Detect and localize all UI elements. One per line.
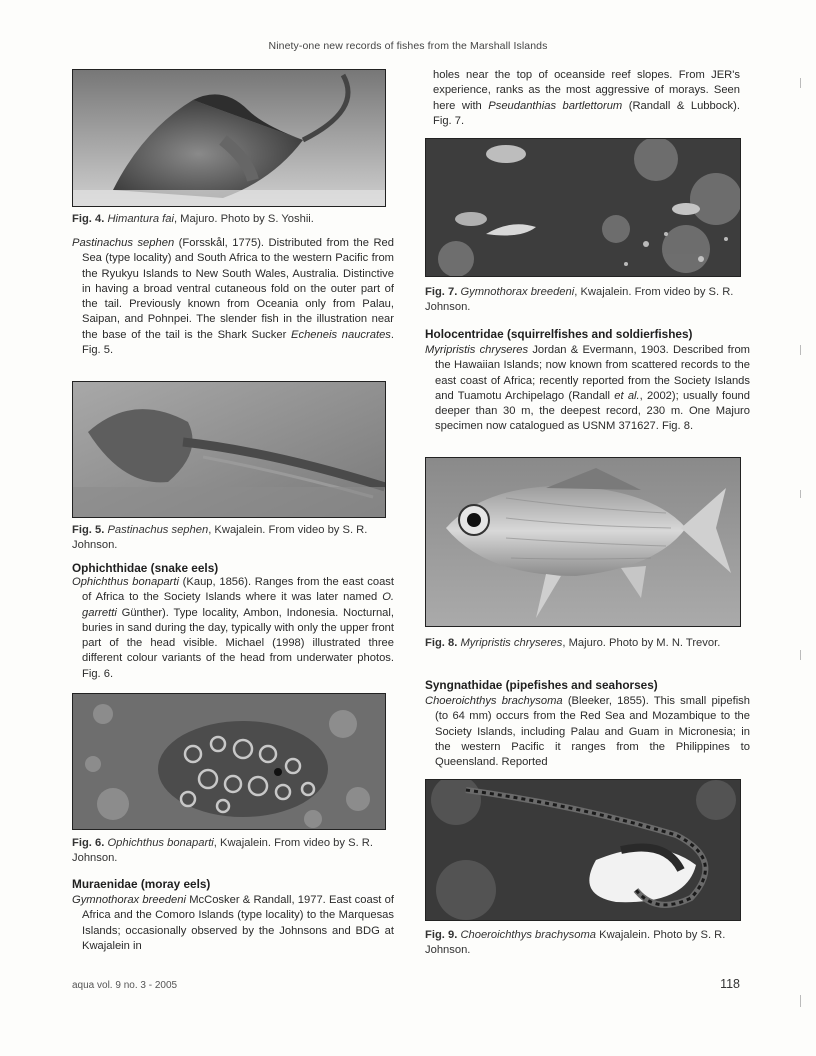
- caption-text: , Kwajalein. From video by S. R. Johnson.: [72, 837, 373, 865]
- species-name: Choeroichthys brachysoma: [425, 695, 563, 707]
- species-name: Myripristis chryseres: [460, 637, 563, 649]
- scan-mark: [800, 650, 801, 660]
- scan-mark: [800, 995, 801, 1007]
- species-name: Himantura fai: [107, 213, 174, 225]
- fig-label: Fig. 5.: [72, 524, 105, 536]
- paragraph-text: McCosker & Randall, 1977. East coast of Africa and the Comoro Islands (type locality) to the Marquesas Islands; occasionally observed by the Johnsons and BDG at Kwajalein in: [82, 894, 394, 952]
- paragraph-text: Jordan & Evermann, 1903. Described from the Hawaiian Islands; now known from scattered records to the east coast of Africa; recently reported from the Society Islands and Tuamotu Archipelago (Randall: [435, 344, 750, 402]
- figure-8-photo: [425, 457, 741, 627]
- heading-syngnathidae: Syngnathidae (pipefishes and seahorses): [425, 678, 658, 692]
- page-number: 118: [720, 977, 740, 991]
- fig-label: Fig. 8.: [425, 637, 458, 649]
- heading-muraenidae: Muraenidae (moray eels): [72, 877, 211, 891]
- figure-7-caption: [425, 285, 740, 316]
- species-name: Gymnothorax breedeni: [460, 286, 575, 298]
- species-name: Ophichthus bonaparti: [107, 837, 214, 849]
- figure-4-photo: [72, 69, 386, 207]
- paragraph-pastinachus: [72, 236, 394, 358]
- paragraph-text: Günther). Type locality, Ambon, Indonesia. Nocturnal, buries in sand during the day, typically with only the upper front part of the head visible. Michael (1998) illustrated three different colour variants of the head from underwater photos. Fig. 6.: [82, 606, 394, 680]
- caption-text: , Majuro. Photo by S. Yoshii.: [173, 213, 314, 225]
- scan-mark: [800, 78, 801, 88]
- figure-6-caption: [72, 836, 384, 867]
- caption-text: , Kwajalein. From video by S. R. Johnson.: [425, 286, 734, 314]
- species-name: Pastinachus sephen: [72, 237, 175, 249]
- species-name: Gymnothorax breedeni: [72, 894, 186, 906]
- paragraph-choeroichthys: [425, 694, 750, 770]
- paragraph-text: , 2002); usually found deeper than 30 m, the deepest record, 230 m. One Majuro specimen now catalogued as USNM 371627. Fig. 8.: [435, 389, 751, 433]
- figure-9-caption: [425, 928, 740, 959]
- running-head: Ninety-one new records of fishes from the Marshall Islands: [268, 40, 548, 52]
- heading-holocentridae: Holocentridae (squirrelfishes and soldierfishes): [425, 327, 693, 341]
- heading-ophichthidae: Ophichthidae (snake eels): [72, 561, 219, 575]
- figure-8-caption: [425, 636, 740, 651]
- etal: et al.: [614, 389, 640, 402]
- figure-5-photo: [72, 381, 386, 518]
- species-name: Ophichthus bonaparti: [72, 576, 179, 588]
- caption-text: , Kwajalein. From video by S. R. Johnson.: [72, 524, 368, 552]
- paragraph-text: (Forsskål, 1775). Distributed from the Red Sea (type locality) and South Africa to the western Pacific from the Ryukyu Islands to New South Wales, Australia. Distinctive in having a broad ventral cutaneous fold on the outer part of the tail. Previously known from Oceania only from Palau, Saipan, and Pohnpei. The slender fish in the illustration near the base of the tail is the Shark Sucker: [82, 237, 394, 341]
- journal-footer: aqua vol. 9 no. 3 - 2005: [72, 980, 178, 991]
- caption-text: Kwajalein. Photo by S. R. Johnson.: [425, 929, 726, 957]
- figure-5-caption: [72, 523, 384, 554]
- scan-mark: [800, 490, 801, 498]
- caption-text: , Majuro. Photo by M. N. Trevor.: [562, 637, 721, 649]
- paragraph-text: (Bleeker, 1855). This small pipefish (to 64 mm) occurs from the Red Sea and Mozambique to the Society Islands, including Palau and Guam in Micronesia; in the western Pacific it ranges from the Philippines to Queensland. Reported: [435, 695, 751, 769]
- fig-label: Fig. 9.: [425, 929, 458, 941]
- scan-mark: [800, 345, 801, 355]
- paragraph-text: (Randall & Lubbock). Fig. 7.: [433, 99, 740, 127]
- figure-6-photo: [72, 693, 386, 830]
- paragraph-myripristis: [425, 343, 750, 435]
- species-name: Pseudanthias bartlettorum: [488, 99, 623, 112]
- fig-label: Fig. 7.: [425, 286, 458, 298]
- paragraph-ophichthus: [72, 575, 394, 682]
- paragraph-text: holes near the top of oceanside reef slopes. From JER's experience, ranks as the most aggressive of morays. Seen here with: [433, 69, 740, 112]
- paragraph-text: . Fig. 5.: [82, 328, 394, 357]
- fig-label: Fig. 6.: [72, 837, 105, 849]
- species-name: Echeneis naucrates: [291, 328, 391, 341]
- species-name: Myripristis chryseres: [425, 344, 529, 356]
- fig-label: Fig. 4.: [72, 213, 105, 225]
- paragraph-text: (Kaup, 1856). Ranges from the east coast of Africa to the Society Islands where it was later named: [82, 576, 394, 604]
- species-name: O. garretti: [82, 591, 394, 619]
- paragraph-gymnothorax-continued: [425, 68, 740, 129]
- paragraph-gymnothorax: [72, 893, 394, 954]
- figure-9-photo: [425, 779, 741, 921]
- species-name: Pastinachus sephen: [107, 524, 209, 536]
- species-name: Choeroichthys brachysoma: [460, 929, 596, 941]
- figure-4-caption: [72, 212, 384, 227]
- figure-7-photo: [425, 138, 741, 277]
